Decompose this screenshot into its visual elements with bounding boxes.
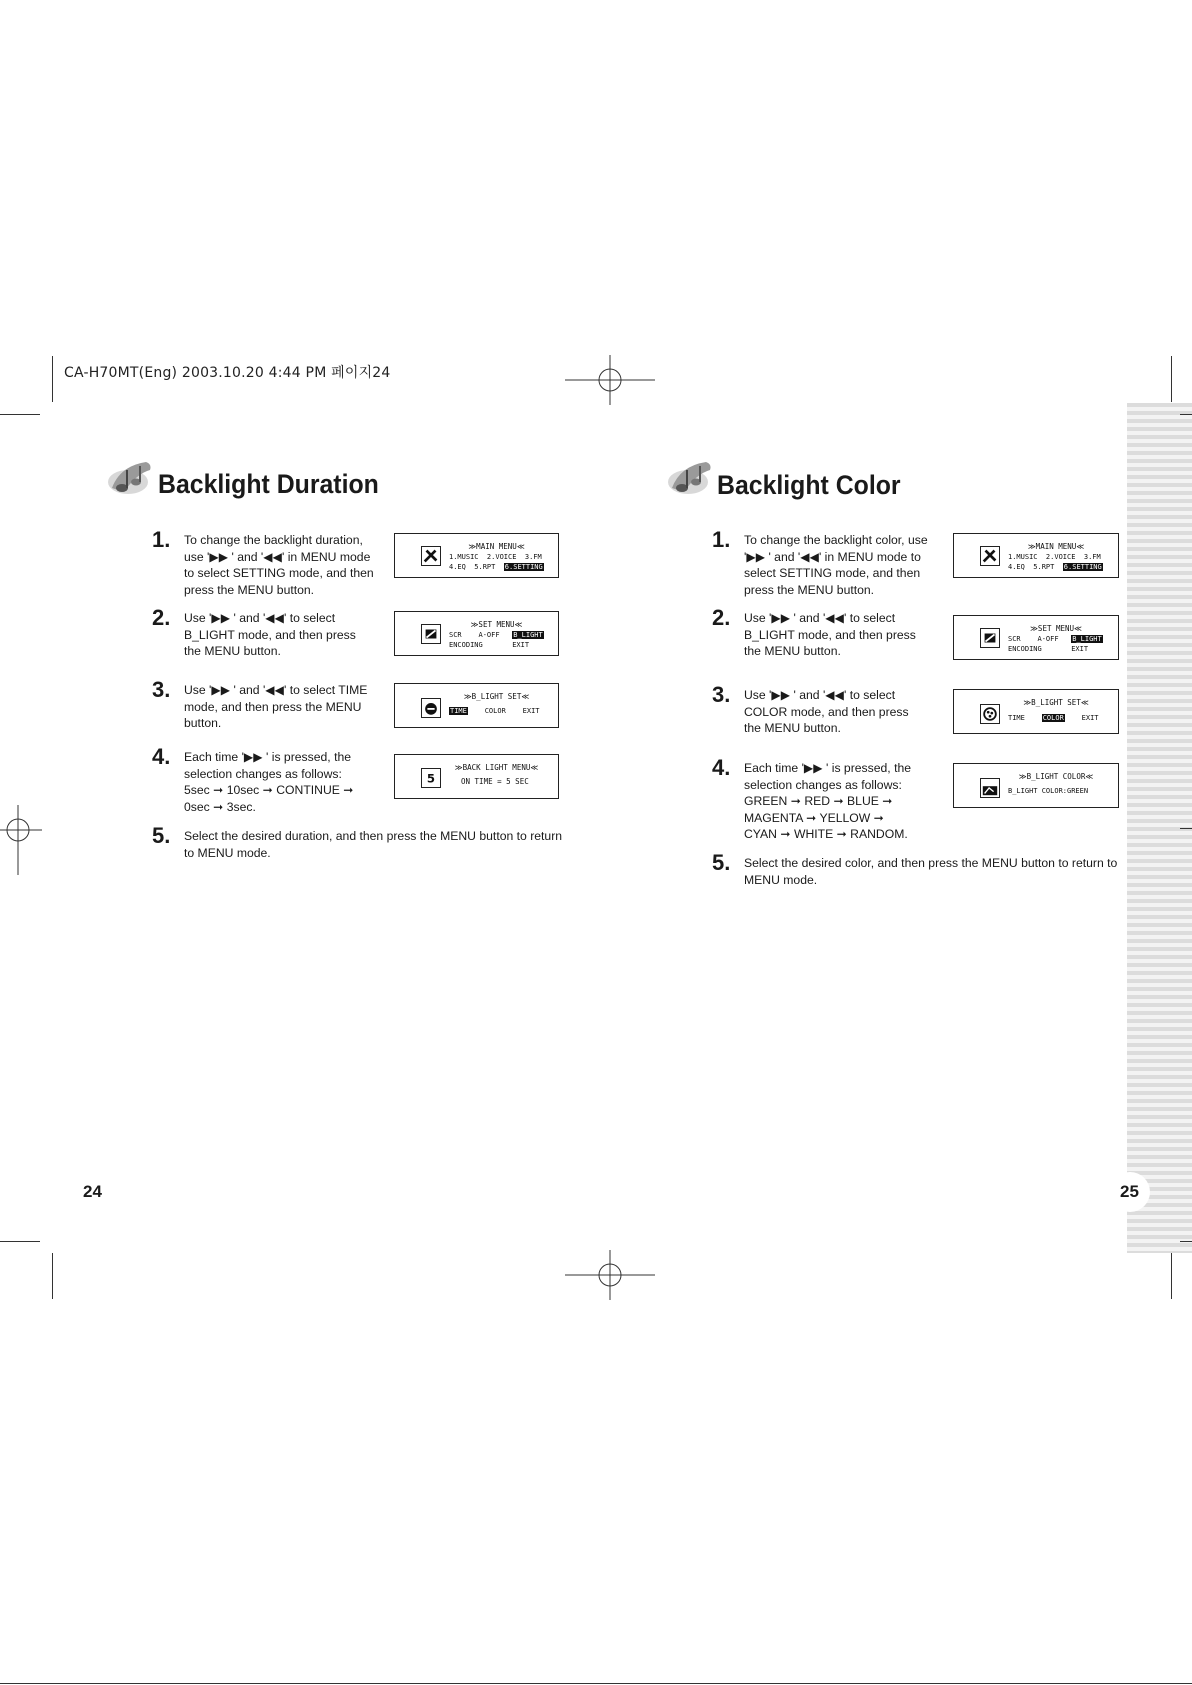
step-number: 1. xyxy=(152,527,171,552)
music-note-icon xyxy=(106,458,156,498)
step-number: 3. xyxy=(152,677,171,702)
registration-mark xyxy=(0,805,42,875)
step-number: 1. xyxy=(712,527,731,552)
lcd-screen-main-menu: ≫MAIN MENU≪ 1.MUSIC 2.VOICE 3.FM 4.EQ 5.RPT 6.SETTING xyxy=(953,533,1119,578)
section-title: Backlight Duration xyxy=(158,469,379,499)
lcd-screen-b-light-set: ≫B_LIGHT SET≪ TIME COLOR EXIT xyxy=(953,689,1119,734)
crop-mark xyxy=(1180,828,1192,829)
step-text: Each time '▶▶ ' is pressed, the selection changes as follows: GREEN ➞ RED ➞ BLUE ➞ MAGENTA ➞ YELLOW ➞ CYAN ➞ WHITE ➞ RANDOM. xyxy=(744,761,912,842)
step-text: Use '▶▶ ' and '◀◀' to select B_LIGHT mode, and then press the MENU button. xyxy=(744,611,916,659)
step-text: Use '▶▶ ' and '◀◀' to select COLOR mode, and then press the MENU button. xyxy=(744,688,909,736)
color-icon xyxy=(980,778,1000,798)
registration-mark xyxy=(565,1250,655,1300)
registration-mark xyxy=(565,355,655,405)
lcd-screen-back-light-menu: 5 ≫BACK LIGHT MENU≪ ON TIME = 5 SEC xyxy=(394,754,559,799)
step-text: Select the desired duration, and then press the MENU button to return to MENU mode. xyxy=(184,829,563,860)
print-header: CA-H70MT(Eng) 2003.10.20 4:44 PM 페이지24 xyxy=(64,365,391,381)
crop-mark xyxy=(52,356,53,402)
step-number: 4. xyxy=(712,755,731,780)
crop-mark xyxy=(0,414,40,415)
music-note-icon xyxy=(666,458,716,498)
lcd-screen-main-menu: ≫MAIN MENU≪ 1.MUSIC 2.VOICE 3.FM 4.EQ 5.RPT 6.SETTING xyxy=(394,533,559,578)
bottom-rule xyxy=(0,1683,1192,1684)
page-number: 24 xyxy=(83,1182,102,1201)
step-number: 5. xyxy=(152,823,171,848)
palette-icon xyxy=(980,704,1000,724)
crop-mark xyxy=(1180,1241,1192,1242)
step-text: Use '▶▶ ' and '◀◀' to select TIME mode, and then press the MENU button. xyxy=(184,683,368,731)
lcd-screen-b-light-color: ≫B_LIGHT COLOR≪ B_LIGHT COLOR:GREEN xyxy=(953,763,1119,808)
crop-mark xyxy=(1180,414,1192,415)
step-text: Use '▶▶ ' and '◀◀' to select B_LIGHT mode, and then press the MENU button. xyxy=(184,611,356,659)
step-text: To change the backlight duration, use '▶▶ ' and '◀◀' in MENU mode to select SETTING mode, and then press the MENU button. xyxy=(184,533,374,597)
step-text: Select the desired color, and then press the MENU button to return to MENU mode. xyxy=(744,856,1118,887)
crop-mark xyxy=(52,1253,53,1299)
step-text: To change the backlight color, use '▶▶ ' and '◀◀' in MENU mode to select SETTING mode, and then press the MENU button. xyxy=(744,533,928,597)
page-number: 25 xyxy=(1120,1182,1139,1201)
step-number: 3. xyxy=(712,682,731,707)
step-text: Each time '▶▶ ' is pressed, the selection changes as follows: 5sec ➞ 10sec ➞ CONTINUE ➞ 0sec ➞ 3sec. xyxy=(184,750,354,814)
step-number: 4. xyxy=(152,744,171,769)
crop-mark xyxy=(1171,1253,1172,1299)
lcd-screen-set-menu: ≫SET MENU≪ SCR A-OFF B_LIGHT ENCODING EXIT xyxy=(953,615,1119,660)
step-number: 2. xyxy=(712,605,731,630)
step-number: 2. xyxy=(152,605,171,630)
section-title: Backlight Color xyxy=(717,470,901,500)
svg-text:5: 5 xyxy=(426,771,436,786)
lcd-screen-set-menu: ≫SET MENU≪ SCR A-OFF B_LIGHT ENCODING EXIT xyxy=(394,611,559,656)
clock-icon xyxy=(421,698,441,718)
lcd-screen-b-light-set: ≫B_LIGHT SET≪ TIME COLOR EXIT xyxy=(394,683,559,728)
step-number: 5. xyxy=(712,850,731,875)
crop-mark xyxy=(0,1241,40,1242)
crop-mark xyxy=(1171,356,1172,402)
